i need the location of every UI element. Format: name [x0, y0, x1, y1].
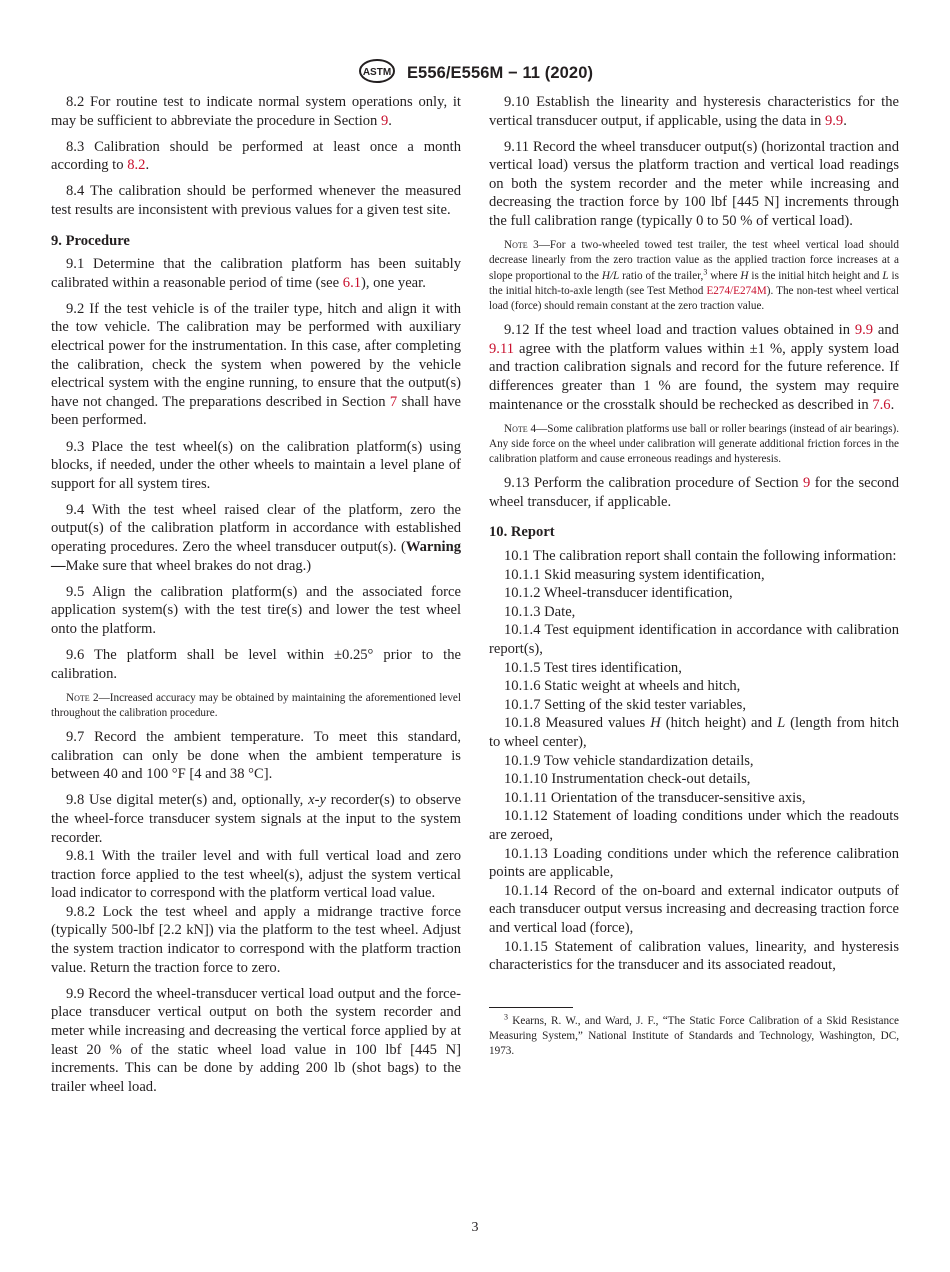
list-item: 10.1.13 Loading conditions under which the reference calibration points are applicable,: [489, 845, 899, 881]
para-9-2: 9.2 If the test vehicle is of the trailer type, hitch and align it with the tow vehicle. The calibration may be performed with auxiliary electrical power for the instrumentation. In this case, after completing the calibration, check the system when powered by the vehicle electrical system with the engine running, to ensure that the output(s) have not changed. The preparations described in Section 7 shall have been performed.: [51, 300, 461, 429]
footnote-3: $^3$ Kearns, R. W., and Ward, J. F., “The Static Force Calibration of a Skid Resistance Measuring System,” National Institute of Standards and Technology, Washington, DC, 1973.: [489, 1011, 899, 1058]
link-9-9[interactable]: 9.9: [854, 322, 874, 339]
left-column: [51, 93, 461, 1104]
para-9-8-2: 9.8.2 Lock the test wheel and apply a midrange tractive force (typically 500-lbf [2.2 kN]) via the platform to the test wheel. Adjust the system traction indicator to correspond with the platform traction value. Return the traction force to zero.: [51, 903, 461, 976]
link-9-11[interactable]: 9.11: [489, 340, 514, 357]
para-8-2: 8.2 For routine test to indicate normal system operations only, it may be sufficient to abbreviate the procedure in Section 9.: [51, 94, 461, 129]
list-item: 10.1.8 Measured values H (hitch height) and L (length from hitch to wheel center),: [489, 715, 899, 750]
astm-logo-icon: [357, 58, 397, 89]
footnote-ref-3: 3: [703, 266, 708, 276]
list-item: 10.1.10 Instrumentation check-out details,: [504, 771, 751, 788]
page-header: [0, 58, 950, 89]
astm-logo-text: ASTM: [362, 67, 392, 78]
note-3: Note 3—For a two-wheeled towed test trailer, the test wheel vertical load should decrease linearly from the zero traction value as the applied traction force increases at a slope proportional to the H/L ratio of the trailer,$^3$ where H is the initial hitch height and L is the initial hitch-to-axle length (see Test Method E274/E274M). The non-test wheel vertical load (force) should remain constant at the zero traction value.: [489, 239, 899, 312]
para-9-8-1: 9.8.1 With the trailer level and with full vertical load and zero traction force applied to the test wheel(s), adjust the system vertical load indicator to correspond with the platform vertical load value.: [51, 848, 461, 902]
para-9-8: 9.8 Use digital meter(s) and, optionally, x-y recorder(s) to observe the wheel-force transducer system signals at the input to the system recorder.: [51, 792, 462, 846]
para-10-1: 10.1 The calibration report shall contain the following information:: [504, 548, 897, 565]
note-2: Note 2—Increased accuracy may be obtained by maintaining the aforementioned level throughout the calibration procedure.: [51, 691, 461, 719]
link-6-1[interactable]: 6.1: [342, 274, 362, 291]
list-item: 10.1.1 Skid measuring system identification,: [504, 566, 765, 583]
link-7-6[interactable]: 7.6: [872, 396, 891, 413]
para-9-5: 9.5 Align the calibration platform(s) and the associated force application system(s) with the test tire(s) and lower the test wheel onto the platform.: [51, 583, 461, 637]
list-item: 10.1.3 Date,: [504, 603, 576, 620]
para-9-1: 9.1 Determine that the calibration platform has been suitably calibrated within a reasonable period of time (see 6.1), one year.: [51, 256, 461, 291]
report-list: [489, 547, 899, 975]
para-8-3: 8.3 Calibration should be performed at least once a month according to 8.2.: [51, 138, 461, 174]
list-item: 10.1.14 Record of the on-board and external indicator outputs of each transducer output versus increasing and decreasing traction force and vertical load (force),: [489, 882, 899, 936]
warning-label: Warning—: [51, 538, 461, 574]
heading-report: 10. Report: [489, 524, 555, 541]
para-9-11: 9.11 Record the wheel transducer output(s) (horizontal traction and vertical load) versus the platform traction and vertical load readings on both the system recorder and the meter while increasing and decreasing the traction force by 100 lbf [445 N] increments through the full calibration range (typically 0 to 50 % of vertical load).: [489, 138, 899, 230]
right-column: [489, 93, 899, 1059]
para-9-10: 9.10 Establish the linearity and hysteresis characteristics for the vertical transducer output, if applicable, using the data in 9.9.: [489, 94, 899, 129]
link-section-9[interactable]: 9: [802, 475, 811, 492]
link-9-9[interactable]: 9.9: [824, 112, 844, 129]
list-item: 10.1.2 Wheel-transducer identification,: [504, 585, 733, 602]
footnote-divider: [489, 1007, 573, 1008]
document-designation: E556/E556M − 11 (2020): [406, 64, 594, 82]
para-8-4: 8.4 The calibration should be performed whenever the measured test results are inconsistent with previous values for a given test site.: [51, 183, 461, 218]
para-9-12: 9.12 If the test wheel load and traction values obtained in 9.9 and 9.11 agree with the platform values within ±1 %, apply system load and traction calibration signals and record for the future reference. If differences greater than 1 % are found, the system may require maintenance or the crosstalk should be rechecked as described in 7.6.: [489, 322, 899, 413]
list-item: 10.1.15 Statement of calibration values, linearity, and hysteresis characteristics for the transducer and its associated readout,: [489, 938, 899, 974]
heading-procedure: 9. Procedure: [51, 232, 130, 249]
para-9-7: 9.7 Record the ambient temperature. To meet this standard, calibration can only be done when the ambient temperature is between 40 and 100 °F [4 and 38 °C].: [51, 729, 461, 783]
para-9-13: 9.13 Perform the calibration procedure of Section 9 for the second wheel transducer, if applicable.: [489, 475, 899, 510]
page-number: 3: [471, 1220, 479, 1235]
list-item: 10.1.11 Orientation of the transducer-sensitive axis,: [504, 789, 806, 806]
para-9-3: 9.3 Place the test wheel(s) on the calibration platform(s) using blocks, if needed, under the other wheels to maintain a level plane of support for all system tires.: [51, 438, 461, 492]
para-9-4: 9.4 With the test wheel raised clear of the platform, zero the output(s) of the calibration platform in accordance with established operating procedures. Zero the wheel transducer output(s). (Warning—Make sure that wheel brakes do not drag.): [51, 501, 461, 574]
list-item: 10.1.6 Static weight at wheels and hitch,: [504, 678, 741, 695]
link-section-9[interactable]: 9: [381, 112, 389, 129]
link-e274[interactable]: E274/E274M: [706, 284, 767, 297]
link-8-2[interactable]: 8.2: [127, 157, 146, 174]
link-section-7[interactable]: 7: [389, 393, 398, 410]
para-9-6: 9.6 The platform shall be level within ±0.25° prior to the calibration.: [51, 646, 461, 682]
list-item: 10.1.7 Setting of the skid tester variables,: [504, 696, 746, 713]
list-item: 10.1.9 Tow vehicle standardization details,: [504, 752, 754, 769]
list-item: 10.1.12 Statement of loading conditions under which the readouts are zeroed,: [489, 808, 899, 843]
para-9-9: 9.9 Record the wheel-transducer vertical load output and the force-place transducer vertical output on both the system recorder and meter while increasing and decreasing the vertical force applied by at least 20 % of the static wheel load value in 100 lbf [445 N] increments. This can be done by adding 200 lb (shot bags) to the trailer wheel load.: [51, 985, 461, 1095]
list-item: 10.1.4 Test equipment identification in accordance with calibration report(s),: [489, 622, 899, 657]
list-item: 10.1.5 Test tires identification,: [504, 659, 682, 676]
note-4: Note 4—Some calibration platforms use ball or roller bearings (instead of air bearings). Any side force on the wheel under calibration will generate additional friction forces in the calibration platform and cause erroneous readings and hysteresis.: [489, 422, 899, 466]
